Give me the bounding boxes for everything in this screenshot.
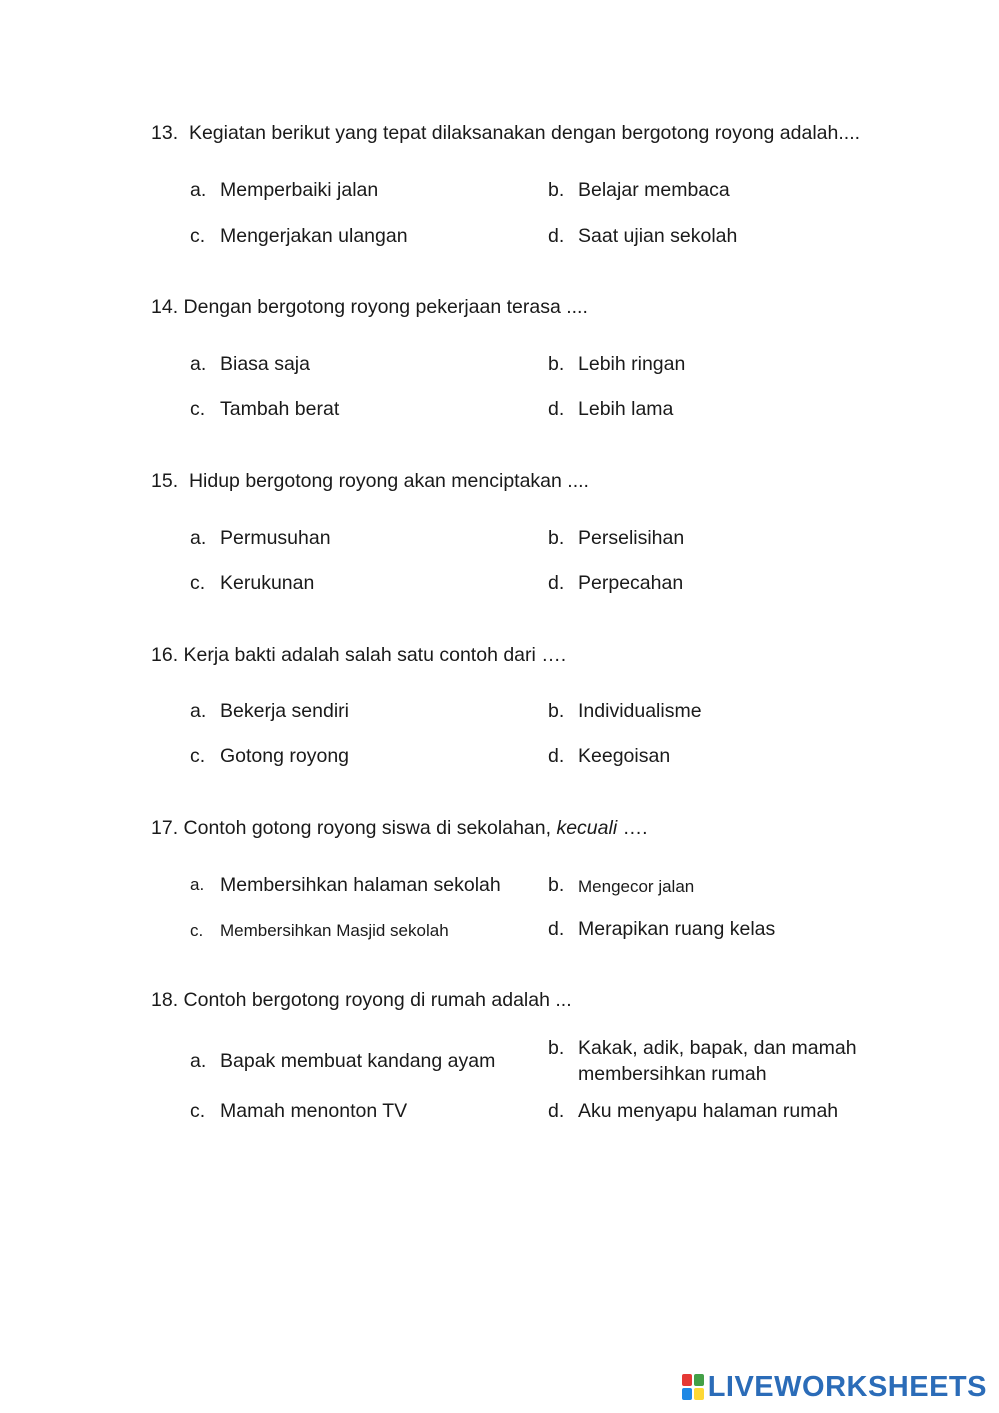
question-number: 15. [151, 470, 179, 492]
question-number: 16. [151, 644, 179, 666]
option-letter: b. [548, 353, 565, 375]
option-text: Membersihkan halaman sekolah [220, 874, 501, 896]
option-text: Aku menyapu halaman rumah [578, 1100, 839, 1122]
option-text: Perselisihan [578, 527, 685, 549]
question-text: Hidup bergotong royong akan menciptakan .... [188, 470, 589, 492]
option-letter: a. [190, 527, 207, 549]
question-text: Dengan bergotong royong pekerjaan terasa .... [183, 296, 588, 318]
option-text: Mengecor jalan [578, 877, 695, 896]
option-letter: b. [548, 874, 565, 896]
question-number: 18. [151, 989, 179, 1011]
option-letter: d. [548, 398, 565, 420]
option-letter: a. [190, 179, 207, 201]
option-letter: d. [548, 1100, 565, 1122]
question-text: Contoh bergotong royong di rumah adalah ... [183, 989, 572, 1011]
option-text: Bapak membuat kandang ayam [220, 1050, 496, 1072]
question-14 [151, 295, 588, 319]
option-text: Membersihkan Masjid sekolah [220, 921, 449, 940]
option-letter: c. [190, 225, 206, 247]
option-text: Tambah berat [220, 398, 340, 420]
question-number: 13. [151, 122, 179, 144]
option-letter: c. [190, 745, 206, 767]
question-number: 17. [151, 817, 179, 839]
liveworksheets-logo-icon [682, 1374, 704, 1400]
option-text: Permusuhan [220, 527, 331, 549]
liveworksheets-logo [682, 1371, 987, 1403]
option-text: Keegoisan [578, 745, 671, 767]
option-letter: c. [190, 921, 204, 940]
option-letter: b. [548, 179, 565, 201]
option-text: Bekerja sendiri [220, 700, 349, 722]
option-letter: c. [190, 1100, 206, 1122]
question-16 [151, 643, 566, 667]
option-text: Belajar membaca [578, 179, 730, 201]
option-text: Memperbaiki jalan [220, 179, 379, 201]
option-letter: d. [548, 225, 565, 247]
option-text: Merapikan ruang kelas [578, 918, 776, 940]
option-letter: a. [190, 875, 205, 894]
option-letter: b. [548, 700, 565, 722]
option-text: Individualisme [578, 700, 702, 722]
option-text: Perpecahan [578, 572, 684, 594]
option-letter: a. [190, 1050, 207, 1072]
question-text: Contoh gotong royong siswa di sekolahan, [183, 817, 552, 839]
question-18 [151, 988, 572, 1012]
option-text: Gotong royong [220, 745, 350, 767]
question-text: Kerja bakti adalah salah satu contoh dari …. [183, 644, 567, 666]
question-15 [151, 469, 589, 493]
option-letter: b. [548, 1037, 565, 1059]
option-text: Mengerjakan ulangan [220, 225, 408, 247]
option-text: Mamah menonton TV [220, 1100, 408, 1122]
option-text: Kerukunan [220, 572, 315, 594]
brand-text: LIVEWORKSHEETS [707, 1370, 987, 1403]
option-letter: b. [548, 527, 565, 549]
option-text: Biasa saja [220, 353, 310, 375]
question-13 [151, 121, 860, 145]
question-number: 14. [151, 296, 179, 318]
question-17 [151, 816, 648, 840]
option-letter: a. [190, 700, 207, 722]
option-text: Lebih ringan [578, 353, 686, 375]
option-letter: d. [548, 745, 565, 767]
option-letter: d. [548, 572, 565, 594]
question-emphasis: kecuali [556, 817, 618, 839]
question-text: Kegiatan berikut yang tepat dilaksanakan dengan bergotong royong adalah.... [188, 122, 861, 144]
option-text: Saat ujian sekolah [578, 225, 738, 247]
option-letter: c. [190, 572, 206, 594]
question-text-end: …. [622, 817, 648, 839]
option-text: Kakak, adik, bapak, dan mamah membersihkan rumah [578, 1037, 857, 1085]
option-text: Lebih lama [578, 398, 674, 420]
option-letter: d. [548, 918, 565, 940]
option-letter: c. [190, 398, 206, 420]
option-letter: a. [190, 353, 207, 375]
